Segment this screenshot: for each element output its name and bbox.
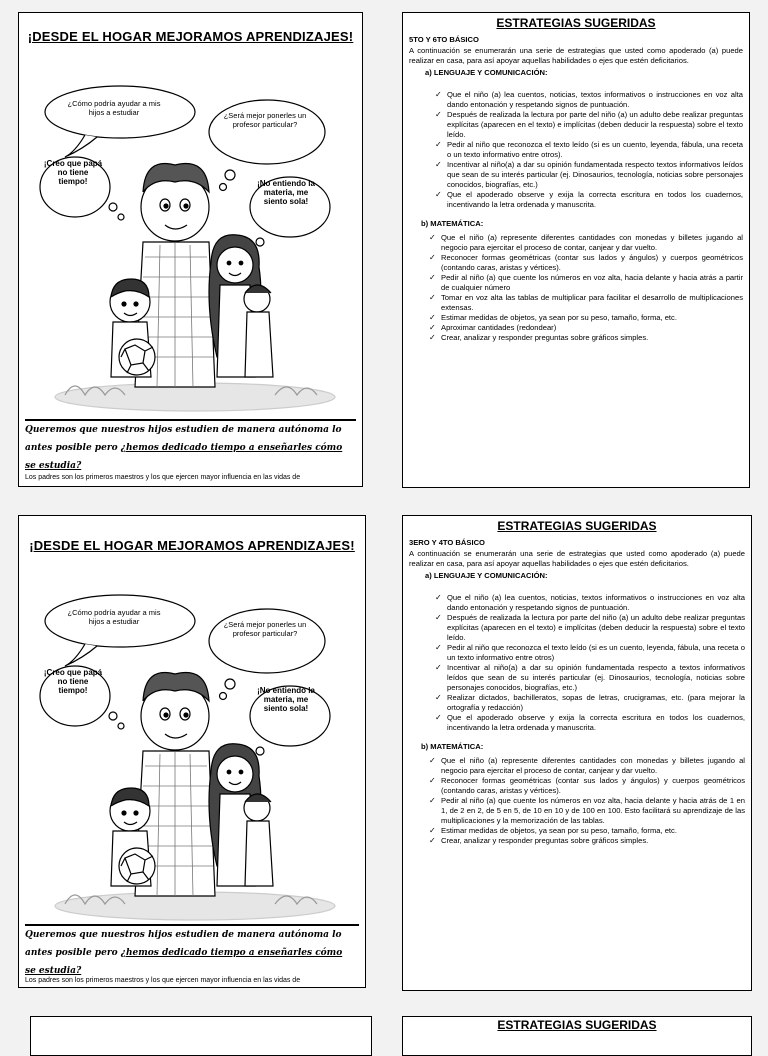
flyer-quote	[25, 421, 352, 475]
language-list	[409, 90, 743, 210]
strategies-panel-top	[402, 12, 750, 488]
bubble-text-3: ¡Creo que papá no tiene tiempo!	[43, 159, 103, 186]
strategies-panel-bottom	[402, 1016, 752, 1056]
list-item: ✓ Realizar dictados, bachilleratos, sopas de letras, crucigramas, etc. (para mejorar la ortografía y redacción)	[435, 693, 745, 713]
list-item: ✓ Que el niño (a) lea cuentos, noticias, textos informativos o instrucciones en voz alta dando entonación y respetando signos de puntuación.	[435, 593, 745, 613]
language-heading: a) LENGUAJE Y COMUNICACIÓN:	[425, 68, 548, 77]
list-item: ✓ Que el niño (a) lea cuentos, noticias, textos informativos o instrucciones en voz alta dando entonación y respetando signos de puntuación.	[435, 90, 743, 110]
bubble-text-3: ¡Creo que papá no tiene tiempo!	[43, 668, 103, 695]
strategies-body	[409, 35, 743, 343]
strategies-title: ESTRATEGIAS SUGERIDAS	[496, 16, 656, 30]
list-item: ✓ Reconocer formas geométricas (contar sus lados y ángulos) y cuerpos geométricos (contando caras, aristas y vértices).	[429, 253, 743, 273]
list-item: ✓ Después de realizada la lectura por parte del niño (a) un adulto debe realizar preguntas explícitas (aparecen en el texto) e implícitas (deben deducir la respuesta) sobre el texto leído.	[435, 613, 745, 643]
list-item: ✓ Pedir al niño (a) que cuente los números en voz alta, hacia delante y hacia atrás de 1 en 1, de 2 en 2, de 5 en 5, de 10 en 10 y de 100 en 100. Esto facilitará su aprendizaje de las multiplicaciones y la memorización de las tablas.	[429, 796, 745, 826]
flyer-panel-bottom	[30, 1016, 372, 1056]
quote-question: ¿hemos dedicado tiempo a enseñarles cómo se estudia?	[25, 443, 343, 471]
bubble-text-2: ¿Será mejor ponerles un profesor particular?	[223, 111, 307, 129]
math-list	[409, 233, 743, 343]
flyer-footer: Los padres son los primeros maestros y los que ejercen mayor influencia en las vidas de	[25, 977, 301, 984]
bubble-text-1: ¿Cómo podría ayudar a mis hijos a estudiar	[67, 99, 161, 117]
list-item: ✓ Estimar medidas de objetos, ya sean por su peso, tamaño, forma, etc.	[429, 313, 743, 323]
language-heading: a) LENGUAJE Y COMUNICACIÓN:	[425, 571, 548, 580]
list-item: ✓ Después de realizada la lectura por parte del niño (a) un adulto debe realizar preguntas explícitas (aparecen en el texto) e implícitas (deben deducir la respuesta) sobre el texto leído.	[435, 110, 743, 140]
list-item: ✓ Crear, analizar y responder preguntas sobre gráficos simples.	[429, 836, 745, 846]
list-item: ✓ Que el niño (a) represente diferentes cantidades con monedas y billetes jugando al negocio para ejercitar el proceso de contar, canjear y dar vuelto.	[429, 233, 743, 253]
strategies-title: ESTRATEGIAS SUGERIDAS	[497, 519, 657, 533]
flyer-title: ¡DESDE EL HOGAR MEJORAMOS APRENDIZAJES!	[29, 538, 355, 553]
list-item: ✓ Crear, analizar y responder preguntas sobre gráficos simples.	[429, 333, 743, 343]
bubble-text-4: ¡No entiendo la materia, me siento sola!	[257, 179, 315, 206]
math-list	[409, 756, 745, 846]
strategies-body	[409, 538, 745, 846]
bubble-text-2: ¿Será mejor ponerles un profesor particular?	[223, 620, 307, 638]
list-item: ✓ Estimar medidas de objetos, ya sean por su peso, tamaño, forma, etc.	[429, 826, 745, 836]
grade-label: 3ERO Y 4TO BÁSICO	[409, 538, 485, 547]
strategies-panel-middle	[402, 515, 752, 991]
intro-text: A continuación se enumerarán una serie de estrategias que usted como apoderado (a) puede realizar en casa, para así apoyar aquellas habilidades o ejes que estén deficitarios.	[409, 549, 745, 568]
list-item: ✓ Reconocer formas geométricas (contar sus lados y ángulos) y cuerpos geométricos (contando caras, aristas y vértices).	[429, 776, 745, 796]
quote-question: ¿hemos dedicado tiempo a enseñarles cómo se estudia?	[25, 948, 343, 976]
math-heading: b) MATEMÁTICA:	[421, 219, 484, 228]
list-item: ✓ Pedir al niño que reconozca el texto leído (si es un cuento, leyenda, fábula, una receta o un texto informativo entre otros).	[435, 140, 743, 160]
grade-label: 5TO Y 6TO BÁSICO	[409, 35, 479, 44]
bubble-text-4: ¡No entiendo la materia, me siento sola!	[257, 686, 315, 713]
list-item: ✓ Que el apoderado observe y exija la correcta escritura en todos los cuadernos, incentivando la letra ordenada y manuscrita.	[435, 713, 745, 733]
list-item: ✓ Pedir al niño (a) que cuente los números en voz alta, hacia delante y hacia atrás a partir de cualquier número	[429, 273, 743, 293]
flyer-quote	[25, 926, 355, 980]
list-item: ✓ Incentivar al niño(a) a dar su opinión fundamentada respecto a textos informativos leídos que sean de su interés particular (ej. Dinosaurios, tecnología, noticias sobre personajes conocidos, biografías, etc.)	[435, 663, 745, 693]
list-item: ✓ Aproximar cantidades (redondear)	[429, 323, 743, 333]
quote-plain: Queremos que nuestros hijos estudien de manera autónoma lo antes posible pero	[25, 930, 342, 958]
list-item: ✓ Tomar en voz alta las tablas de multiplicar para facilitar el desarrollo de multiplicaciones extensas.	[429, 293, 743, 313]
list-item: ✓ Que el niño (a) represente diferentes cantidades con monedas y billetes jugando al negocio para ejercitar el proceso de contar, canjear y dar vuelto.	[429, 756, 745, 776]
flyer-footer: Los padres son los primeros maestros y los que ejercen mayor influencia en las vidas de	[25, 474, 301, 481]
flyer-title: ¡DESDE EL HOGAR MEJORAMOS APRENDIZAJES!	[27, 29, 354, 44]
list-item: ✓ Pedir al niño que reconozca el texto leído (si es un cuento, leyenda, fábula, una receta o un texto informativo entre otros)	[435, 643, 745, 663]
list-item: ✓ Incentivar al niño(a) a dar su opinión fundamentada respecto textos informativos leídos que sean de su interés particular (ej. Dinosaurios, tecnología, noticias sobre personajes conocidos, biografías, etc.)	[435, 160, 743, 190]
strategies-title: ESTRATEGIAS SUGERIDAS	[497, 1018, 657, 1032]
intro-text: A continuación se enumerarán una serie de estrategias que usted como apoderado (a) puede realizar en casa, para así apoyar aquellas habilidades o ejes que estén deficitarios.	[409, 46, 743, 65]
flyer-panel-middle	[18, 515, 366, 988]
bubble-text-1: ¿Cómo podría ayudar a mis hijos a estudiar	[67, 608, 161, 626]
flyer-panel-top	[18, 12, 363, 487]
math-heading: b) MATEMÁTICA:	[421, 742, 484, 751]
language-list	[409, 593, 745, 733]
quote-plain: Queremos que nuestros hijos estudien de manera autónoma lo antes posible pero	[25, 425, 342, 453]
list-item: ✓ Que el apoderado observe y exija la correcta escritura en todos los cuadernos, incentivando la letra ordenada y manuscrita.	[435, 190, 743, 210]
